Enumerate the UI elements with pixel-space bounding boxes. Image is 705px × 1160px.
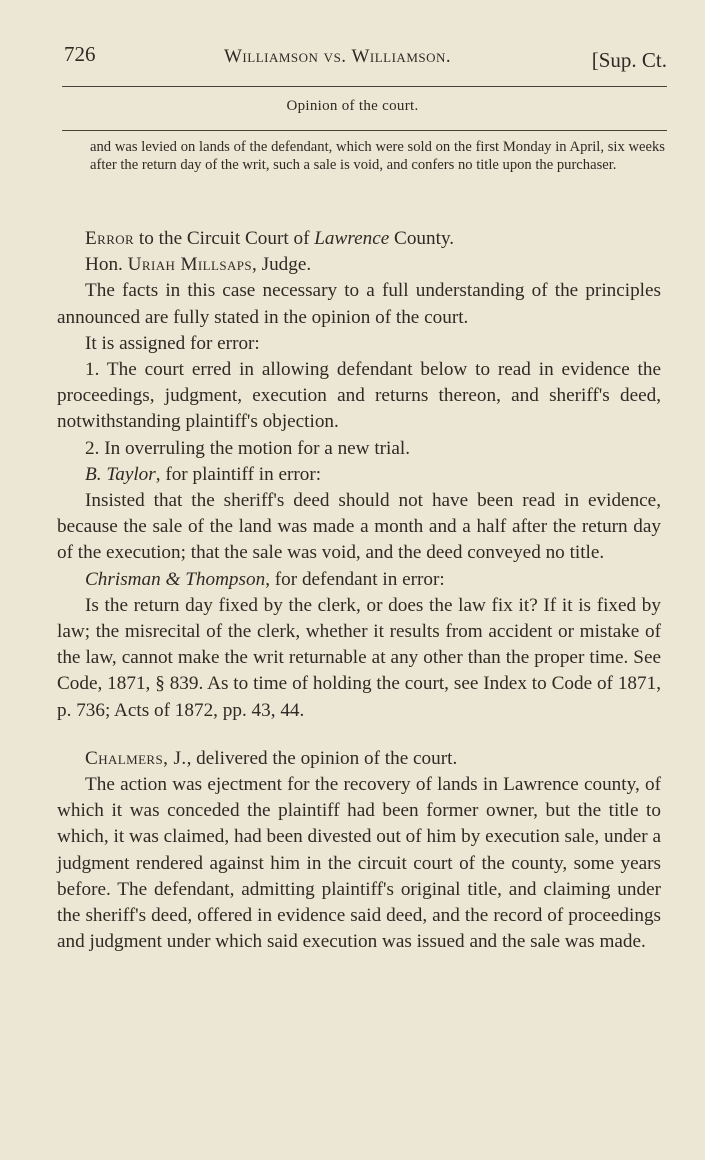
page-header xyxy=(62,42,667,76)
section-heading: Opinion of the court. xyxy=(286,98,419,114)
running-title: Williamson vs. Williamson. xyxy=(224,46,452,67)
judge-prefix: Hon. xyxy=(85,254,128,276)
error-two-paragraph: 2. In overruling the motion for a new trial. xyxy=(85,437,411,459)
error-rest-2: County. xyxy=(389,228,455,249)
opinion-intro-rest: , delivered the opinion of the court. xyxy=(186,747,458,769)
header-rule xyxy=(62,86,667,87)
main-body xyxy=(57,226,661,955)
counsel-plaintiff-name: B. Taylor xyxy=(85,463,156,485)
error-rest-1: to the Circuit Court of xyxy=(134,228,315,249)
assigned-paragraph: It is assigned for error: xyxy=(85,332,260,354)
court-label: [Sup. Ct. xyxy=(591,48,667,72)
counsel-plaintiff xyxy=(57,462,661,488)
error-to-line xyxy=(57,226,661,252)
counsel-defendant xyxy=(57,567,661,593)
opinion-intro xyxy=(57,746,661,772)
opinion-judge: Chalmers, J. xyxy=(85,747,187,769)
error-label: Error xyxy=(85,228,135,249)
county-name: Lawrence xyxy=(314,228,390,249)
counsel-defendant-name: Chrisman & Thompson xyxy=(85,568,266,590)
error-one-paragraph: 1. The court erred in allowing defendant below to read in evidence the proceedings, judgment, execution and returns thereon, and sheriff's deed, notwithstanding plaintiff's objection. xyxy=(57,359,661,433)
counsel-plaintiff-rest: , for plaintiff in error: xyxy=(155,463,322,485)
plaintiff-argument: Insisted that the sheriff's deed should not have been read in evidence, because the sale of the land was made a month and a half after the return day of the execution; that the sale was void, and the deed conveyed no title. xyxy=(57,490,661,564)
judge-suffix: , Judge. xyxy=(252,254,312,276)
judge-name: Uriah Millsaps xyxy=(127,254,253,276)
page-number: 726 xyxy=(64,42,96,66)
paragraph-gap xyxy=(57,724,661,746)
facts-paragraph: The facts in this case necessary to a full understanding of the principles announced are fully stated in the opinion of the court. xyxy=(57,280,661,328)
judge-line xyxy=(57,252,661,278)
opinion-body: The action was ejectment for the recovery of lands in Lawrence county, of which it was conceded the plaintiff had been former owner, but the title to which, it was claimed, had been divested out of him by execution sale, under a judgment rendered against him in the circuit court of the county, some years before. The defendant, admitting plaintiff's original title, and claiming under the sheriff's deed, offered in evidence said deed, and the record of proceedings and judgment under which said execution was issued and the sale was made. xyxy=(57,774,661,953)
counsel-defendant-rest: , for defendant in error: xyxy=(265,568,445,590)
defendant-argument: Is the return day fixed by the clerk, or does the law fix it? If it is fixed by law; the misrecital of the clerk, whether it results from accident or mistake of the law, cannot make the writ returnable at any other than the proper time. See Code, 1871, § 839. As to time of holding the court, see Index to Code of 1871, p. 736; Acts of 1872, pp. 43, 44. xyxy=(57,594,661,721)
section-rule xyxy=(62,130,667,131)
syllabus-text: and was levied on lands of the defendant, which were sold on the first Monday in April, six weeks after the return day of the writ, such a sale is void, and confers no title upon the purchaser. xyxy=(90,139,665,173)
